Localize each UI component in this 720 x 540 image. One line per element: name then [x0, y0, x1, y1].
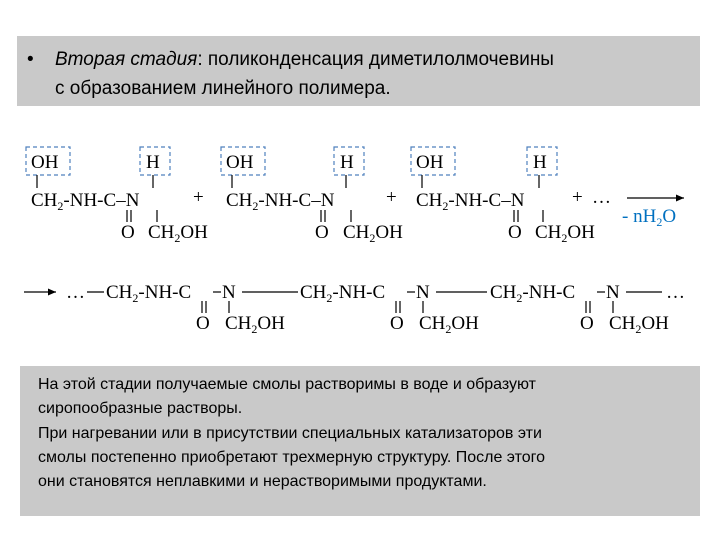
carbonyl-o-label: O — [121, 222, 135, 243]
description-line: На этой стадии получаемые смолы растворимы в воде и образуют — [38, 376, 537, 393]
ch2-label: $CH_2-NH-C$ — [106, 282, 192, 305]
carbonyl-o-label: O — [315, 222, 329, 243]
description-line: смолы постепенно приобретают трехмерную структуру. После этого — [38, 449, 546, 466]
chain-end-ellipsis: … — [666, 282, 685, 303]
description-line: сиропообразные растворы. — [38, 400, 243, 417]
methylol-label: $CH_2OH$ — [225, 313, 285, 336]
nitrogen-label: N — [222, 282, 236, 303]
nitrogen-label: N — [416, 282, 430, 303]
stage-description: : поликонденсация диметилолмочевины — [197, 49, 554, 70]
monomer-1 — [31, 152, 208, 245]
carbonyl-o-label: O — [390, 313, 404, 334]
description-line: При нагревании или в присутствии специальных катализаторов эти — [38, 425, 542, 442]
header-line-1 — [55, 49, 554, 71]
continuation-arrow — [24, 289, 56, 296]
reaction-scheme — [0, 140, 720, 340]
nitrogen-label: N — [606, 282, 620, 303]
repeat-unit-2 — [300, 282, 479, 336]
methylol-label: $CH_2OH$ — [535, 222, 595, 245]
water-byproduct: - $nH_2O$ — [622, 206, 677, 229]
repeat-unit-1 — [106, 282, 285, 336]
reactive-group-boxes — [26, 147, 557, 175]
hydrogen-label: H — [533, 152, 547, 173]
header-line-2: с образованием линейного полимера. — [55, 78, 391, 99]
header-box — [17, 36, 700, 106]
ellipsis: … — [592, 187, 611, 208]
plus-sign: + — [572, 187, 583, 208]
reaction-arrow — [627, 195, 684, 202]
ch2-label: $CH_2-NH-C-N$ — [416, 190, 525, 213]
reactant-row — [31, 152, 684, 245]
plus-sign: + — [193, 187, 204, 208]
bullet: • — [27, 49, 34, 70]
methylol-label: $CH_2OH$ — [343, 222, 403, 245]
chain-start-ellipsis: … — [66, 282, 85, 303]
hydroxyl-label: OH — [31, 152, 59, 173]
description-box — [20, 366, 700, 516]
methylol-label: $CH_2OH$ — [419, 313, 479, 336]
monomer-2 — [226, 152, 403, 245]
hydroxyl-label: OH — [416, 152, 444, 173]
ch2-label: $CH_2-NH-C$ — [300, 282, 386, 305]
carbonyl-o-label: O — [508, 222, 522, 243]
methylol-label: $CH_2OH$ — [609, 313, 669, 336]
ch2-label: $CH_2-NH-C$ — [490, 282, 576, 305]
hydroxyl-label: OH — [226, 152, 254, 173]
carbonyl-o-label: O — [196, 313, 210, 334]
hydrogen-label: H — [340, 152, 354, 173]
repeat-unit-3 — [490, 282, 669, 336]
description-line: они становятся неплавкими и нерастворимыми продуктами. — [38, 473, 487, 490]
stage-name: Вторая стадия — [55, 49, 198, 70]
carbonyl-o-label: O — [580, 313, 594, 334]
methylol-label: $CH_2OH$ — [148, 222, 208, 245]
plus-sign: + — [386, 187, 397, 208]
hydrogen-label: H — [146, 152, 160, 173]
ch2-label: $CH_2-NH-C-N$ — [31, 190, 140, 213]
ch2-label: $CH_2-NH-C-N$ — [226, 190, 335, 213]
monomer-3 — [416, 152, 595, 245]
